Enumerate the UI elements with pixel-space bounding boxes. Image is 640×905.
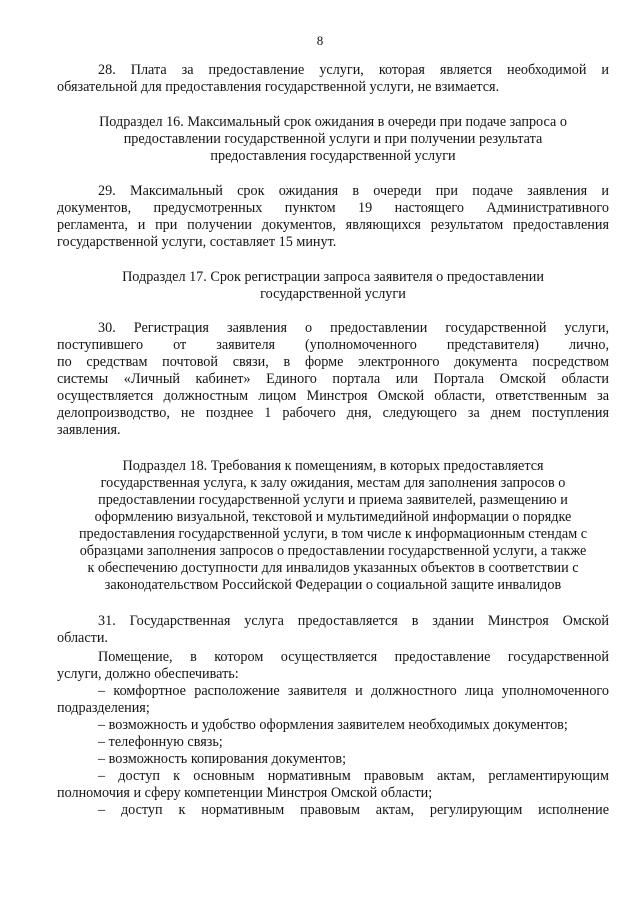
- text-line: поступившего от заявителя (уполномоченного представителя) лично,: [57, 337, 609, 353]
- paragraph-31-requirements: [57, 649, 609, 819]
- text-line: подразделения;: [57, 700, 150, 716]
- heading-line: к обеспечению доступности для инвалидов указанных объектов в соответствии с: [87, 560, 579, 576]
- text-line: области.: [57, 630, 108, 646]
- heading-line: предоставления государственной услуги: [210, 148, 456, 164]
- page-number: 8: [316, 33, 324, 48]
- heading-line: образцами заполнения запросов о предоставлении государственной услуги, а также: [79, 543, 587, 559]
- text-line: государственной услуги, составляет 15 минут.: [57, 234, 337, 250]
- list-item: – возможность копирования документов;: [98, 751, 347, 767]
- heading-line: оформлению визуальной, текстовой и мультимедийной информации о порядке: [94, 509, 572, 525]
- heading-line: Подраздел 16. Максимальный срок ожидания в очереди при подаче запроса о: [99, 114, 567, 130]
- heading-line: Подраздел 17. Срок регистрации запроса заявителя о предоставлении: [122, 269, 544, 285]
- subsection-18-heading: [57, 458, 609, 594]
- heading-line: государственной услуги: [260, 286, 406, 302]
- text-line: 31. Государственная услуга предоставляется в здании Минстроя Омской: [98, 613, 609, 629]
- subsection-16-heading: [57, 114, 609, 165]
- text-line: по средствам почтовой связи, в форме электронного документа посредством: [57, 354, 609, 370]
- list-item: – телефонную связь;: [98, 734, 223, 750]
- heading-line: государственная услуга, к залу ожидания, местам для заполнения запросов о: [100, 475, 566, 491]
- text-line: делопроизводство, не позднее 1 рабочего дня, следующего за днем поступления: [57, 405, 609, 421]
- heading-line: предоставлении государственной услуги и при получении результата: [123, 131, 543, 147]
- text-line: 29. Максимальный срок ожидания в очереди при подаче заявления и: [98, 183, 609, 199]
- text-line: 30. Регистрация заявления о предоставлении государственной услуги,: [98, 320, 609, 336]
- paragraph-29: [57, 183, 609, 251]
- paragraph-31: [57, 613, 609, 647]
- text-line: регламента, и при получении документов, являющихся результатом предоставления: [57, 217, 609, 233]
- text-line: заявления.: [57, 422, 121, 438]
- text-line: Помещение, в котором осуществляется предоставление государственной: [98, 649, 609, 665]
- heading-line: предоставления государственной услуги, в том числе к информационным стендам с: [78, 526, 588, 542]
- list-item: – доступ к нормативным правовым актам, регулирующим исполнение: [98, 802, 609, 818]
- text-line: системы «Личный кабинет» Единого портала или Портала Омской области: [57, 371, 609, 387]
- list-item: – комфортное расположение заявителя и должностного лица уполномоченного: [98, 683, 609, 699]
- text-line: осуществляется должностным лицом Минстроя Омской области, ответственным за: [57, 388, 609, 404]
- paragraph-28: [57, 62, 609, 96]
- paragraph-30: [57, 320, 609, 439]
- text-line: обязательной для предоставления государственной услуги, не взимается.: [57, 79, 500, 95]
- text-line: полномочия и сферу компетенции Минстроя Омской области;: [57, 785, 433, 801]
- subsection-17-heading: [57, 269, 609, 303]
- heading-line: предоставлении государственной услуги и приема заявителей, размещению и: [98, 492, 568, 508]
- list-item: – доступ к основным нормативным правовым актам, регламентирующим: [98, 768, 609, 784]
- text-line: документов, предусмотренных пунктом 19 настоящего Административного: [57, 200, 609, 216]
- list-item: – возможность и удобство оформления заявителем необходимых документов;: [98, 717, 568, 733]
- text-line: услуги, должно обеспечивать:: [57, 666, 239, 682]
- heading-line: законодательством Российской Федерации о социальной защите инвалидов: [104, 577, 562, 593]
- text-line: 28. Плата за предоставление услуги, которая является необходимой и: [98, 62, 609, 78]
- heading-line: Подраздел 18. Требования к помещениям, в которых предоставляется: [122, 458, 544, 474]
